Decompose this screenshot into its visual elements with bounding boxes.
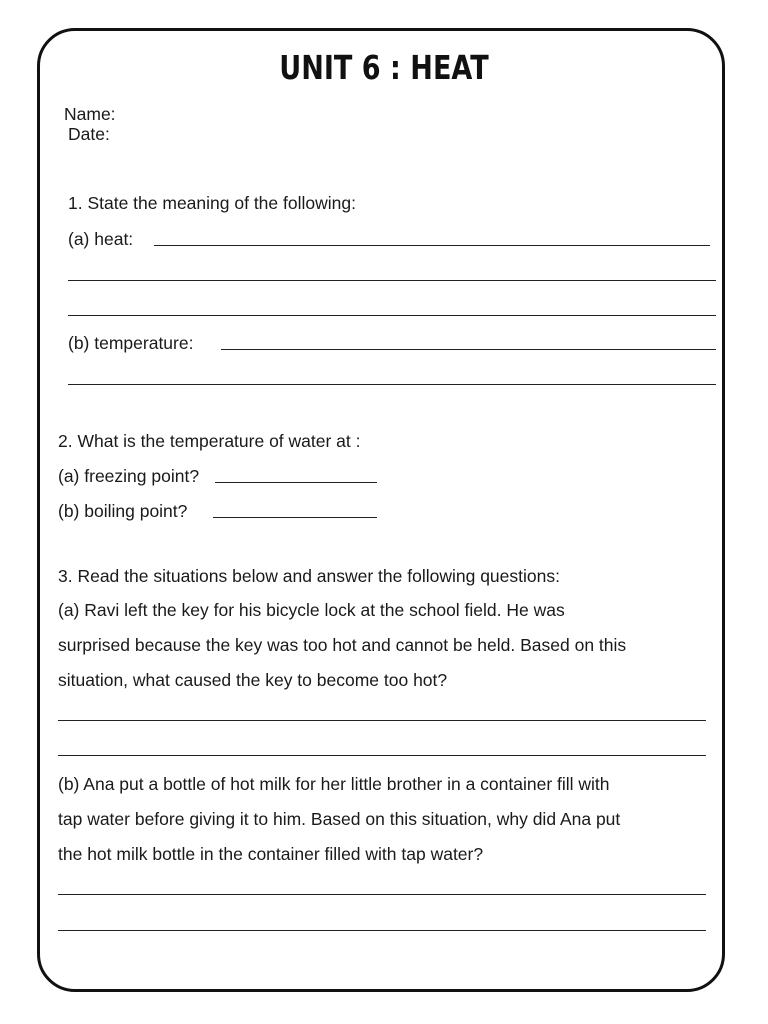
answer-line-3a-2[interactable] xyxy=(58,755,706,756)
answer-blank-2b[interactable] xyxy=(213,517,377,518)
answer-line-1b-1[interactable] xyxy=(221,349,716,350)
worksheet-title: UNIT 6 : HEAT xyxy=(279,48,489,87)
date-label: Date: xyxy=(68,124,110,144)
answer-line-1a-3[interactable] xyxy=(68,315,716,316)
question-3a-line-1: (a) Ravi left the key for his bicycle lock at the school field. He was xyxy=(58,600,565,620)
question-3a-line-2: surprised because the key was too hot and cannot be held. Based on this xyxy=(58,635,627,655)
answer-line-3b-2[interactable] xyxy=(58,930,706,931)
question-1a-label: (a) heat: xyxy=(68,229,134,249)
question-3-prompt: 3. Read the situations below and answer the following questions: xyxy=(58,566,560,586)
question-3b-line-3: the hot milk bottle in the container filled with tap water? xyxy=(58,844,484,864)
answer-line-1b-2[interactable] xyxy=(68,384,716,385)
question-3b-line-2: tap water before giving it to him. Based on this situation, why did Ana put xyxy=(58,809,621,829)
answer-blank-2a[interactable] xyxy=(215,482,377,483)
question-2b-label: (b) boiling point? xyxy=(58,501,188,521)
question-1-prompt: 1. State the meaning of the following: xyxy=(68,193,356,213)
answer-line-1a-2[interactable] xyxy=(68,280,716,281)
answer-line-3a-1[interactable] xyxy=(58,720,706,721)
question-2a-label: (a) freezing point? xyxy=(58,466,200,486)
name-label: Name: xyxy=(64,104,116,124)
question-2-prompt: 2. What is the temperature of water at : xyxy=(58,431,361,451)
answer-line-1a-1[interactable] xyxy=(154,245,710,246)
question-1b-label: (b) temperature: xyxy=(68,333,194,353)
question-3a-line-3: situation, what caused the key to become too hot? xyxy=(58,670,448,690)
answer-line-3b-1[interactable] xyxy=(58,894,706,895)
question-3b-line-1: (b) Ana put a bottle of hot milk for her little brother in a container fill with xyxy=(58,774,610,794)
